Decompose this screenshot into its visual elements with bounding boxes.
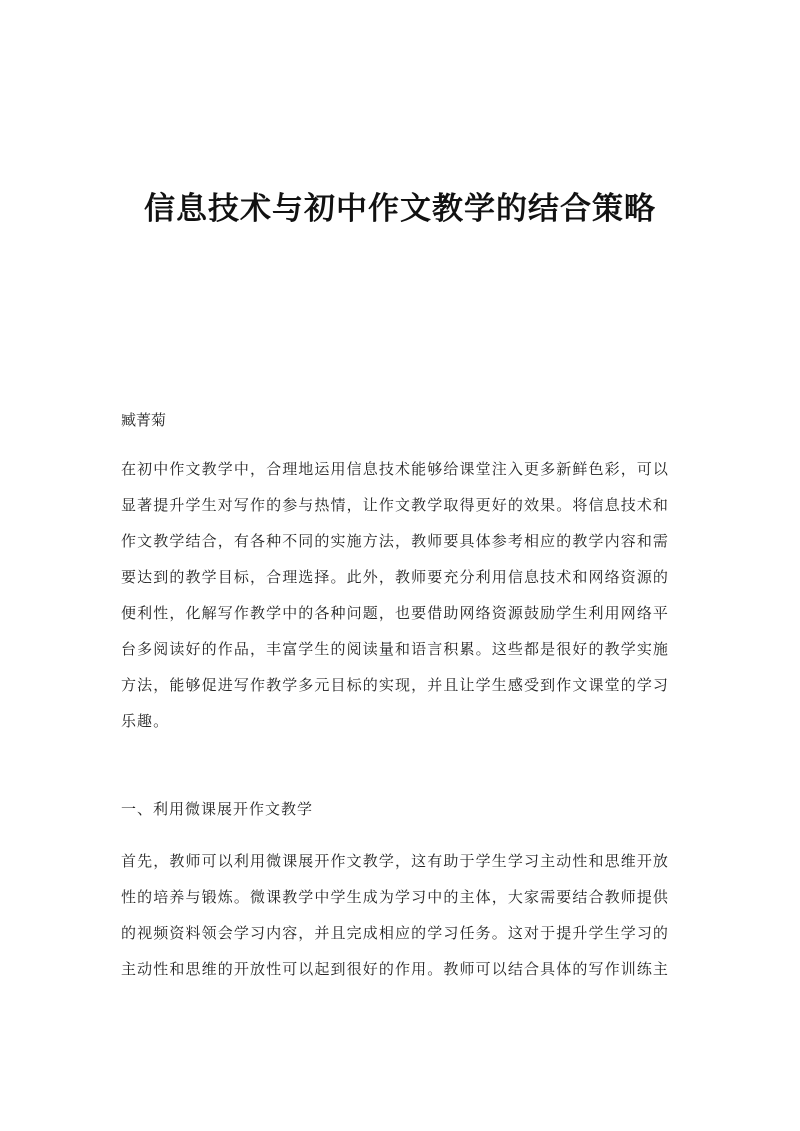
paragraph-line: 作文教学结合，有各种不同的实施方法，教师要具体参考相应的教学内容和需 — [121, 532, 669, 550]
paragraph-line: 性的培养与锻炼。微课教学中学生成为学习中的主体，大家需要结合教师提供 — [121, 888, 669, 906]
paragraph-line: 乐趣。 — [121, 712, 170, 730]
intro-paragraph — [121, 451, 669, 739]
paragraph-line: 方法，能够促进写作教学多元目标的实现，并且让学生感受到作文课堂的学习 — [121, 676, 669, 694]
paragraph-line: 便利性，化解写作教学中的各种问题，也要借助网络资源鼓励学生利用网络平 — [121, 604, 669, 622]
paragraph-line: 主动性和思维的开放性可以起到很好的作用。教师可以结合具体的写作训练主 — [121, 960, 669, 978]
section1-paragraph — [121, 843, 669, 987]
paragraph-line: 在初中作文教学中，合理地运用信息技术能够给课堂注入更多新鲜色彩，可以 — [121, 460, 669, 478]
paragraph-line: 显著提升学生对写作的参与热情，让作文教学取得更好的效果。将信息技术和 — [121, 496, 669, 514]
author-name: 臧菁菊 — [121, 411, 167, 429]
document-title: 信息技术与初中作文教学的结合策略 — [144, 191, 656, 227]
section-heading: 一、利用微课展开作文教学 — [121, 800, 314, 818]
paragraph-line: 台多阅读好的作品，丰富学生的阅读量和语言积累。这些都是很好的教学实施 — [121, 640, 669, 658]
paragraph-line: 要达到的教学目标，合理选择。此外，教师要充分利用信息技术和网络资源的 — [121, 568, 669, 586]
paragraph-line: 的视频资料领会学习内容，并且完成相应的学习任务。这对于提升学生学习的 — [121, 924, 669, 942]
paragraph-line: 首先，教师可以利用微课展开作文教学，这有助于学生学习主动性和思维开放 — [121, 852, 669, 870]
